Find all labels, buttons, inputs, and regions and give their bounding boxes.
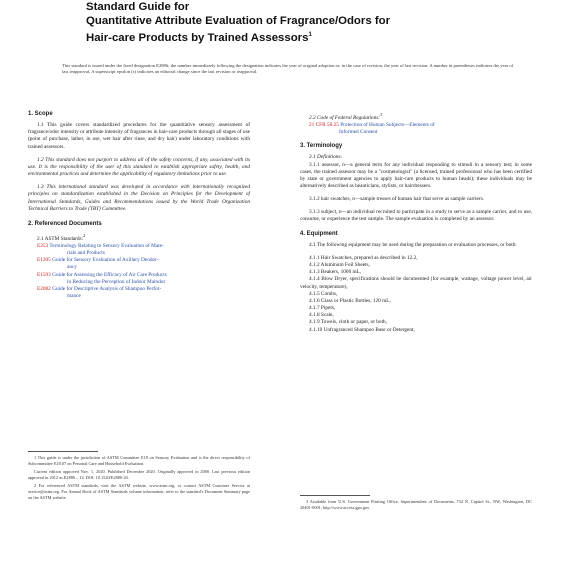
footnote-1: 1 This guide is under the jurisdiction of ASTM Committee E18 on Sensory Evaluation and is the direct responsibility of Subcommittee E18.07 on Personal Care and Household Evaluation.	[28, 455, 250, 466]
paragraph-4-1: 4.1 The following equipment may be used during the preparation or evaluation processes, or both:	[309, 241, 517, 248]
paragraph-1-2: 1.2 This standard does not purport to address all of the safety concerns, if any, associated with its use. It is the responsibility of the user of this standard to establish appropriate safety, health, and environmental practices and determine the applicability of regulatory limitations prior to use.	[28, 156, 250, 178]
title-line-2: Quantitative Attribute Evaluation of Fragrance/Odors for	[86, 15, 390, 27]
section-equipment-heading: 4. Equipment	[300, 230, 338, 237]
section-scope-heading: 1. Scope	[28, 111, 53, 117]
reference-item[interactable]: E2082 Guide for Descriptive Analysis of Shampoo Perfor- mance	[37, 285, 162, 300]
paragraph-2-2: 2.2 Code of Federal Regulations:$^3$	[309, 112, 383, 121]
reference-item[interactable]: E1593 Guide for Assessing the Efficacy of Air Care Products in Reducing the Perception of Indoor Malodor	[37, 271, 167, 285]
reference-item[interactable]: E1205 Guide for Sensory Evaluation of Axillary Deodor- ancy	[37, 257, 159, 271]
equipment-item: 4.1.7 Pipets,	[309, 305, 336, 312]
equipment-item: 4.1.6 Glass or Plastic Bottles, 120 mL,	[309, 297, 391, 304]
paragraph-3-1-2: 3.1.2 hair swatches, n—sample tresses of human hair that serve as sample carriers.	[309, 196, 485, 203]
footnotes-left	[28, 455, 250, 503]
equipment-item: 4.1.10 Unfragranced Shampoo Base or Detergent,	[309, 326, 415, 333]
equipment-item: 4.1.9 Towels, cloth or paper, or both,	[309, 319, 388, 326]
footnote-divider-right	[300, 495, 370, 496]
document-title	[86, 0, 506, 45]
equipment-item: 4.1.1 Hair Swatches, prepared as described in 12.2,	[309, 254, 418, 261]
equipment-item: 4.1.3 Beakers, 1000 mL,	[309, 269, 362, 276]
section-referenced-documents-heading: 2. Referenced Documents	[28, 220, 102, 227]
reference-item[interactable]: E253 Terminology Relating to Sensory Evaluation of Mate- rials and Products	[37, 242, 164, 257]
footnote-3: 3 Available from U.S. Government Printing Office, Superintendent of Documents, 732 N. Capitol St., NW, Washington, DC 20401-0001, http://www.access.gpo.gov.	[300, 499, 532, 510]
equipment-item: 4.1.8 Scale,	[309, 312, 334, 319]
section-terminology-heading: 3. Terminology	[300, 143, 343, 150]
paragraph-3-1-3: 3.1.3 subject, n—an individual recruited to participate in a study to serve as a sample carrier, and to use, consume, or experience the test sample. The sample evaluation is completed by an assessor.	[300, 209, 532, 223]
right-column	[300, 111, 532, 334]
equipment-item: 4.1.2 Aluminum Foil Sheets,	[309, 262, 370, 269]
paragraph-2-1: 2.1 ASTM Standards:$^2$	[37, 233, 86, 242]
cfr-reference[interactable]: 21 CFR 50.25 Protection of Human Subjects—Elements of Informed Consent	[309, 121, 435, 136]
title-line-1: Standard Guide for	[86, 1, 190, 13]
footnote-1b: Current edition approved Nov. 1, 2020. Published December 2020. Originally approved in 2000. Last previous edition approved in 2012 as E2886 – 12. DOI: 10.1520/E2886-20.	[28, 469, 250, 480]
equipment-item: 4.1.4 Blow Dryer, specifications should be documented (for example, wattage, voltage power level, air velocity, temperature),	[300, 276, 532, 290]
left-column	[28, 111, 250, 300]
paragraph-1-3: 1.3 This international standard was developed in accordance with internationally recognized principles on standardization established in the Decision on Principles for the Development of International Standards, Guides and Recommendations issued by the World Trade Organization Technical Barriers to Trade (TBT) Committee.	[28, 184, 250, 212]
title-line-3: Hair-care Products by Trained Assessors$^1$	[86, 31, 312, 44]
paragraph-1-1: 1.1 This guide covers standardized procedures for the quantitative sensory assessment of fragrance/odor intensity or attribute intensity of fragrances in hair-care products through all stages of use (point of purchase, lather, in use, wet hair after rinse, and dry hair) under laboratory conditions with trained assessors.	[28, 122, 250, 150]
footnote-divider-left	[28, 451, 98, 452]
footnotes-right	[300, 499, 532, 513]
equipment-item: 4.1.5 Combs,	[309, 290, 338, 297]
paragraph-3-1-1: 3.1.1 assessor, n—a general term for any individual responding to stimuli in a sensory test; in some cases, the trained assessor may be a "cosmetologist" (a licensed, trained professional who has been certified by state or government agencies to apply hair-care products to human heads); these individuals may be alternatively described as beauticians, stylists, or hairdressers.	[300, 161, 532, 190]
footnote-2: 2 For referenced ASTM standards, visit the ASTM website, www.astm.org, or contact ASTM Customer Service at service@astm.org. For Annual Book of ASTM Standards volume information, refer to the standard's Document Summary page on the ASTM website.	[28, 483, 250, 500]
paragraph-3-1: 3.1 Definitions:	[309, 154, 343, 161]
designation-note: This standard is issued under the fixed designation E2886; the number immediately following the designation indicates the year of original adoption or, in the case of revision, the year of last revision. A number in parentheses indicates the year of last reapproval. A superscript epsilon (ε) indicates an editorial change since the last revision or reapproval.	[62, 63, 514, 75]
